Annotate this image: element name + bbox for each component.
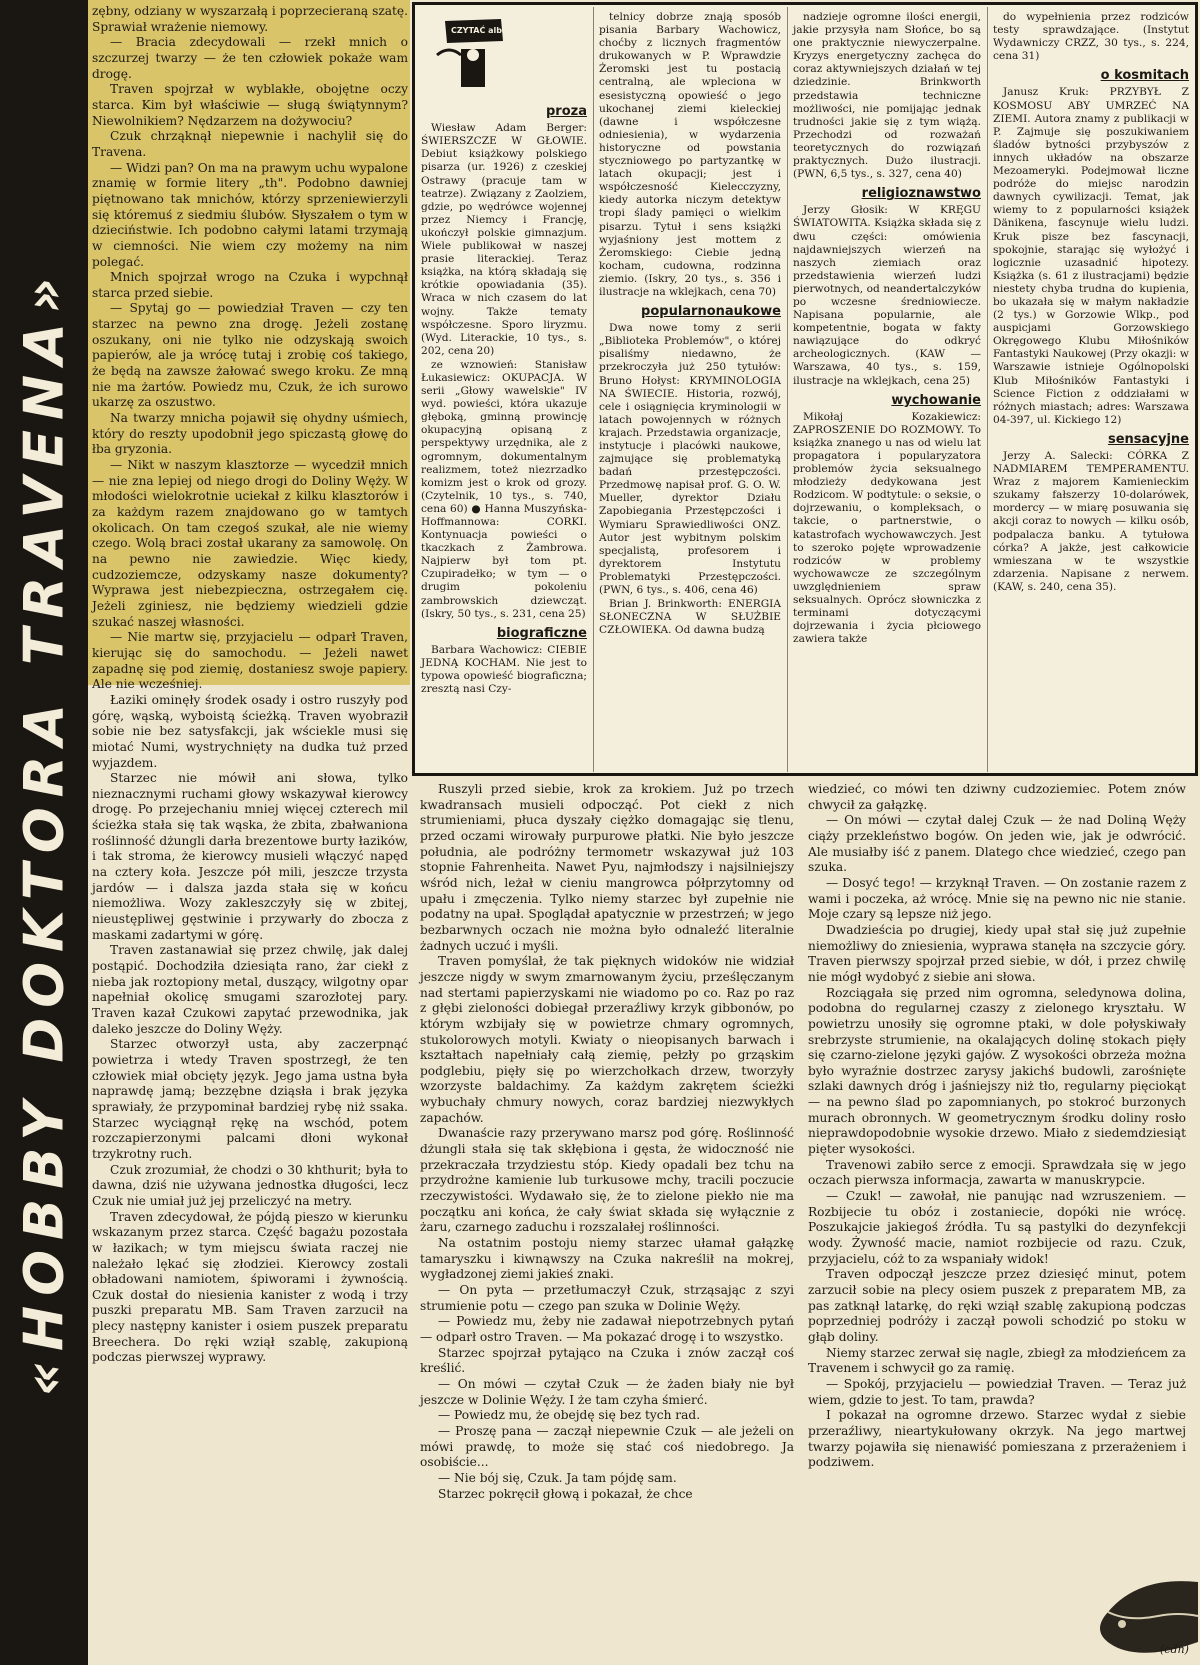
vertical-title: «HOBBY DOKTORA TRAVENA» [12, 267, 76, 1397]
paragraph: Starzec nie mówił ani słowa, tylko nieznacznymi ruchami głowy wskazywał kierowcy drogę. Po przejechaniu mniej więcej czterech mil ścieżka stała się tak wąska, że zbita, zbałwaniona roślinność dżungli darła brezentowe burty łazików, i tak stroma, że kierowcy musieli włączyć napęd na cztery koła. Jeszcze pół mili, jeszcze trzysta jardów — i dalsza jazda stała się w końcu niemożliwa. Wozy zakleszczyły się w zbitej, nieustępliwej gęstwinie i przywarły do zbocza z maskami zadartymi w górę. [92, 771, 408, 942]
paragraph: Rozciągała się przed nim ogromna, seledynowa dolina, podobna do regularnej czaszy z zielonego kryształu. W powietrzu unosiły się ogromne ptaki, w dole połyskiwały srebrzyste strumienie, na okalających dolinę stokach pięły się czarno-zielone języki gajów. Z wysokości obrzeża można było wyraźnie dostrzec zarysy jakichś budowli, zarośnięte szlaki dawnych dróg i jaśniejszy niż tło, regularny pięciokąt — na pewno ślad po zapomnianych, po stokroć burzonych murach obronnych. W geometrycznym środku doliny rosło nieprawdopodobnie wysokie drzewo. Miało z siedemdziesiąt pięter wysokości. [808, 985, 1186, 1157]
paragraph: — Spokój, przyjacielu — powiedział Traven. — Teraz już wiem, gdzie to jest. To tam, prawda? [808, 1376, 1186, 1407]
review-entry: Brian J. Brinkworth: ENERGIA SŁONECZNA W SŁUŻBIE CZŁOWIEKA. Od dawna budzą [599, 598, 781, 637]
paragraph: Czuk chrząknął niepewnie i nachylił się do Travena. [92, 129, 408, 159]
paragraph: — Proszę pana — zaczął niepewnie Czuk — ale jeżeli on mówi prawdę, to może się stać coś niedobrego. Ja osobiście... [420, 1423, 794, 1470]
column-rule [787, 7, 788, 772]
review-entry: Jerzy Głosik: W KRĘGU ŚWIATOWITA. Książka składa się z dwu części: omówienia najdawniejszych wierzeń na naszych ziemiach oraz przedstawienia wierzeń ludzi pierwotnych, od neandertalczyków po wczesne średniowiecze. Napisana popularnie, ale kompetentnie, bogata w fakty nawiązujące do odkryć archeologicznych. (KAW — Warszawa, 40 tys., s. 159, ilustracje na wklejkach, cena 25) [793, 204, 981, 387]
paragraph: — Nikt w naszym klasztorze — wycedził mnich — nie zna lepiej od niego drogi do Doliny Węży. W młodości wielokrotnie uciekał z kilku klasztorów i za każdym razem znajdowano go w tamtych okolicach. On tam czegoś szukał, ale nie wiemy czego. Wolą braci został ukarany za samowolę. On na pewno nie zawiedzie. Więc kiedy, cudzoziemcze, odzyskamy nasze dokumenty? Wyprawa jest niebezpieczna, ostrzegałem cię. Jeżeli zginiesz, nie będziemy wiedzieli gdzie szukać naszej własności. [92, 458, 408, 629]
review-entry: Wiesław Adam Berger: ŚWIERSZCZE W GŁOWIE. Debiut książkowy polskiego pisarza (ur. 1926) z czeskiej Ostrawy (pracuje tam w teatrze). Związany z Zaolziem, gdzie, po wędrówce wojennej przez Niemcy i Francję, ukończył polskie gimnazjum. Wiele publikował w naszej prasie literackiej. Teraz książka, na którą składają się krótkie opowiadania (35). Wraca w nich czasem do lat wojny. Także tematy współczesne. Sporo liryzmu. (Wyd. Literackie, 10 tys., s. 202, cena 20) [421, 122, 587, 357]
review-entry: telnicy dobrze znają sposób pisania Barbary Wachowicz, choćby z licznych fragmentów drukowanych w P. Wprawdzie Żeromski jest tu postacią centralną, ale wpleciona w esesistyczną opowieść o jego ukochanej ziemi kieleckiej (dawne i współczesne odniesienia), w wydarzenia historyczne od powstania styczniowego po partyzantkę w latach okupacji; jest i współczesność Kielecczyzny, kiedy autorka niczym detektyw tropi ślady pamięci o wielkim pisarzu. Tytuł i sens książki wyjaśniony jest mottem z Żeromskiego: Ciebie jedną kocham, cudowna, rodzinna ziemio. (Iskry, 20 tys., s. 356 i ilustracje na wklejkach, cena 70) [599, 11, 781, 298]
book-reviews-box [412, 2, 1198, 776]
paragraph: Traven pomyślał, że tak pięknych widoków nie widział jeszcze nigdy w swym zmarnowanym życiu, prześlęczanym nad stertami papierzyskami nie wiadomo po co. Raz po raz z głębi zieloności dobiegał przeraźliwy krzyk gibbonów, po którym wzbijały się w powietrze chmary ogromnych, stukolorowych motyli. Kwiaty o nieopisanych barwach i kształtach napełniały całą ziemię, pełzły po grząskim podglebiu, pięły się po wierzchołkach drzew, tworzyły wzorzyste baldachimy. Za każdym zakrętem ścieżki wybuchały chmury nowych, coraz bardziej niezwykłych zapachów. [420, 954, 794, 1125]
review-entry: do wypełnienia przez rodziców testy sprawdzające. (Instytut Wydawniczy CRZZ, 30 tys., s. 224, cena 31) [993, 11, 1189, 63]
paragraph: Travenowi zabiło serce z emocji. Sprawdzała się w jego oczach pierwsza informacja, zawarta w manuskrypcie. [808, 1157, 1186, 1188]
czytac-logo-icon [431, 15, 563, 93]
story-column-middle [420, 782, 794, 1502]
paragraph: Traven zdecydował, że pójdą pieszo w kierunku wskazanym przez starca. Część bagażu pozostała w łazikach; w tym miejscu świata raczej nie należało lękać się złodziei. Kierowcy zostali obładowani namiotem, śpiworami i żywnością. Czuk dostał do niesienia kanister z wodą i trzy puszki preparatu MB. Sam Traven zarzucił na plecy następny kanister i osiem puszek preparatu Breechera. Do ręki wziął szablę, zakupioną podczas pierwszej wyprawy. [92, 1209, 408, 1365]
paragraph: — Dosyć tego! — krzyknął Traven. — On zostanie razem z wami i poczeka, aż wrócę. Mnie się na pewno nic nie stanie. Moje czary są lepsze niż jego. [808, 875, 1186, 922]
paragraph: zębny, odziany w wyszarzałą i poprzecieraną szatę. Sprawiał wrażenie niemowy. [92, 4, 408, 34]
paragraph: — Czuk! — zawołał, nie panując nad wzruszeniem. — Rozbijecie tu obóz i zostaniecie, dopóki nie wrócę. Poszukajcie jakiegoś źródła. Tu są pastylki do dezynfekcji wody. Żywność macie, namiot rozbijecie od razu. Czuk, przyjacielu, cóż to za wspaniały widok! [808, 1189, 1186, 1266]
section-heading-proza: proza [546, 104, 587, 120]
story-column-left [92, 4, 408, 1366]
paragraph: — Powiedz mu, żeby nie zadawał niepotrzebnych pytań — odparł ostro Traven. — Ma pokazać drogę i to wszystko. [420, 1314, 794, 1344]
review-entry: Dwa nowe tomy z serii „Biblioteka Problemów", o której pisaliśmy niedawno, że przekroczyła już 250 tytułów: Bruno Hołyst: KRYMINOLOGIA NA ŚWIECIE. Historia, rozwój, cele i osiągnięcia kryminologii w latach powojennych w różnych krajach. Przedstawia organizacje, instytucje i placówki naukowe, zajmujące się problematyką badań przestępczości. Przedmowę napisał prof. G. O. W. Mueller, dyrektor Działu Zapobiegania Przestępczości i Wymiaru Sprawiedliwości ONZ. Autor jest wybitnym polskim specjalistą, profesorem i dyrektorem Instytutu Problematyki Przestępczości. (PWN, 6 tys., s. 406, cena 46) [599, 322, 781, 597]
paragraph: wiedzieć, co mówi ten dziwny cudzoziemiec. Potem znów chwycił za gałązkę. [808, 782, 1186, 812]
section-heading-popularnonaukowe: popularnonaukowe [641, 304, 781, 320]
section-heading-o-kosmitach: o kosmitach [1100, 68, 1189, 84]
reviews-column-3 [793, 11, 981, 647]
paragraph: — On mówi — czytał dalej Czuk — że nad Doliną Węży ciąży przekleństwo bogów. On jeden wie, jak je odwrócić. Ale musiałby iść z panem. Dlatego chce wiedzieć, czego pan szuka. [808, 813, 1186, 875]
paragraph: Niemy starzec zerwał się nagle, zbiegł za młodzieńcem za Travenem i schwycił go za ramię. [808, 1345, 1186, 1376]
paragraph: — On mówi — czytał Czuk — że żaden biały nie był jeszcze w Dolinie Węży. I że tam czyha śmierć. [420, 1376, 794, 1407]
title-strip [0, 0, 88, 1665]
paragraph: — Nie bój się, Czuk. Ja tam pójdę sam. [438, 1470, 677, 1485]
section-heading-wychowanie: wychowanie [891, 392, 981, 408]
paragraph: Mnich spojrzał wrogo na Czuka i wypchnął starca przed siebie. [92, 270, 408, 300]
paragraph: — Nie martw się, przyjacielu — odparł Traven, kierując się do samochodu. — Jeżeli nawet zapadnę się pod ziemię, dostaniesz swoje papiery. Ale nie wcześniej. [92, 630, 408, 692]
paragraph: Starzec pokręcił głową i pokazał, że chce [438, 1486, 693, 1501]
reviews-column-4 [993, 11, 1189, 595]
paragraph: — On pyta — przetłumaczył Czuk, strząsając z szyi strumienie potu — czego pan szuka w Dolinie Węży. [420, 1283, 794, 1313]
reviews-column-1 [421, 9, 587, 697]
section-heading-sensacyjne: sensacyjne [1107, 431, 1189, 447]
logo-text: CZYTAĆ albo NIE CZYTAĆ [451, 26, 563, 35]
review-entry: Mikołaj Kozakiewicz: ZAPROSZENIE DO ROZMOWY. To książka znanego u nas od wielu lat propagatora i popularyzatora problemów życia seksualnego młodzieży dedykowana jest Rodzicom. W podtytule: o seksie, o dojrzewaniu, o kompleksach, o takcie, o partnerstwie, o katastrofach wychowawczych. Jest to szeroko pojęte wprowadzenie rodziców w problemy wychowawcze ze szczególnym uwzględnieniem spraw seksualnych. Oprócz słowniczka z terminami dotyczącymi dojrzewania i życia płciowego zawiera także [793, 410, 981, 646]
paragraph: Traven zastanawiał się przez chwilę, jak dalej postąpić. Dochodziła dziesiąta rano, żar ciekł z nieba jak roztopiony metal, duszący, wilgotny opar napełniał okolicę smugami szarozłotej pary. Traven kazał Czukowi zapytać przewodnika, jak daleko jeszcze do Doliny Węży. [92, 943, 408, 1036]
section-heading-biograficzne: biograficzne [496, 625, 587, 641]
paragraph: Traven odpoczął jeszcze przez dziesięć minut, potem zarzucił sobie na plecy osiem puszek z preparatem MB, za pas zatknął latarkę, do ręki wziął szablę zakupioną podczas poprzedniej podróży i zaczął powoli schodzić po stoku w głąb doliny. [808, 1267, 1186, 1344]
paragraph: Łaziki ominęły środek osady i ostro ruszyły pod górę, wąską, wyboistą ścieżką. Traven wyobraził sobie nie bez satysfakcji, jak wściekle musi się miotać Numi, wystrychnięty na dudka tuż przed wyjazdem. [92, 692, 408, 770]
review-entry: nadzieje ogromne ilości energii, jakie przysyła nam Słońce, bo są one praktycznie niewyczerpalne. Kryzys energetyczny zachęca do coraz aktywniejszych działań w tej dziedzinie. Brinkworth przedstawia techniczne możliwości, nie pomijając jednak trudności jakie się z tym wiążą. Przechodzi od rozważań teoretycznych do rozwiązań praktycznych. Dużo ilustracji. (PWN, 6,5 tys., s. 327, cena 40) [793, 11, 981, 181]
paragraph: Dwanaście razy przerywano marsz pod górę. Roślinność dżungli stała się tak skłębiona i gęsta, że widoczność nie przekraczała trzydziestu stóp. Kiedy opadali bez tchu na przydrożne kamienie lub turkusowe mchy, tracili poczucie rzeczywistości. Wydawało się, że to zielone piekło nie ma początku ani końca, że cały świat składa się wyłącznie z żaru, czarnego zaduchu i rozszalałej roślinności. [420, 1126, 794, 1235]
column-rule [593, 7, 594, 772]
review-entry: ze wznowień: Stanisław Łukasiewicz: OKUPACJA. W serii „Głowy wawelskie" IV wyd. powieści, która ukazuje głęboką, gminną prowincję okupacyjną opisaną z perspektywy urzędnika, ale z ogromnym, dokumentalnym realizmem, toteż niezrzadko komizm jest o krok od grozy. (Czytelnik, 10 tys., s. 740, cena 60) ● Hanna Muszyńska-Hoffmannowa: CORKI. Kontynuacja powieści o tkaczkach z Żambrowa. Najpierw był tom pt. Czupiradełko; w tym — o drugim pokoleniu zambrowskich dziewcząt. (Iskry, 50 tys., s. 231, cena 25) [421, 358, 587, 620]
paragraph: Dwadzieścia po drugiej, kiedy upał stał się już zupełnie niemożliwy do zniesienia, wyprawa stanęła na szczycie góry. Traven pierwszy spojrzał przed siebie, w dół, i przez chwilę nie mógł wydobyć z siebie ani słowa. [808, 922, 1186, 984]
column-rule [987, 7, 988, 772]
paragraph: — Powiedz mu, że obejdę się bez tych rad. [438, 1408, 701, 1423]
continued-mark: (cdn) [1160, 1643, 1189, 1656]
paragraph: Na ostatnim postoju niemy starzec ułamał gałązkę tamaryszku i kiwnąwszy na Czuka nakreślił na mokrej, wygładzonej ziemi jakieś znaki. [420, 1236, 794, 1282]
paragraph: — Spytaj go — powiedział Traven — czy ten starzec na pewno zna drogę. Jeżeli zostanę oszukany, oni nie tylko nie odzyskają swoich papierów, ale ja wrócę tutaj i zrobię coś takiego, że będą na zawsze żałować swego kroku. Ze mną nie ma żartów. Powiedz mu, Czuk, że ich surowo ukarzę za oszustwo. [92, 301, 408, 410]
paragraph: Starzec spojrzał pytająco na Czuka i znów zaczął coś kreślić. [420, 1345, 794, 1376]
paragraph: — Bracia zdecydowali — rzekł mnich o szczurzej twarzy — że ten człowiek pokaże wam drogę. [92, 35, 408, 81]
review-entry: Barbara Wachowicz: CIEBIE JEDNĄ KOCHAM. Nie jest to typowa opowieść biograficzna; zresztą nasi Czy- [421, 643, 587, 696]
paragraph: Traven spojrzał w wyblakłe, obojętne oczy starca. Kim był właściwie — sługą świątynnym? Niewolnikiem? Nędzarzem na dożywociu? [92, 82, 408, 128]
paragraph: Czuk zrozumiał, że chodzi o 30 khthurit; była to dawna, dziś nie używana jednostka długości, lecz Czuk nie umiał już jej przeliczyć na metry. [92, 1162, 408, 1208]
story-column-right [808, 782, 1186, 1471]
paragraph: — Widzi pan? On ma na prawym uchu wypalone znamię w formie litery „th". Podobno dawniej piętnowano tak mnichów, którzy sprzeniewierzyli się któremuś z siedmiu ślubów. Słyszałem o tym w dzieciństwie. Ich podobno całymi latami trzymają w ciemności. Nie wiem czy możemy na nim polegać. [92, 160, 408, 269]
reviews-column-2 [599, 11, 781, 638]
paragraph: Starzec otworzył usta, aby zaczerpnąć powietrza i wtedy Traven spostrzegł, że ten człowiek miał obcięty język. Jego jama ustna była naprawdę jamą; bezzębne dziąsła i brak języka sprawiały, że przypominał bardziej rybę niż ssaka. Starzec wyciągnął rękę na wschód, potem rozczapierzonymi palcami dłoni wykonał trzykrotny ruch. [92, 1037, 408, 1161]
paragraph: Na twarzy mnicha pojawił się ohydny uśmiech, który do reszty upodobnił jego spiczastą głowę do łba gryzonia. [92, 411, 408, 457]
paragraph: I pokazał na ogromne drzewo. Starzec wydał z siebie przeraźliwy, nieartykułowany okrzyk. Na jego martwej twarzy pojawiła się nienawiść pomieszana z przerażeniem i podziwem. [808, 1408, 1186, 1470]
review-entry: Jerzy A. Salecki: CÓRKA Z NADMIAREM TEMPERAMENTU. Wraz z majorem Kamienieckim szukamy fałszerzy 10-dolarówek, mordercy — w miarę posuwania się akcji coraz to nowych — kilku osób, podpalacza banku. A tytułowa córka? A jakże, jest całkowicie wmieszana w te wszystkie zdarzenia. Napisane z nerwem. (KAW, s. 240, cena 35). [993, 450, 1189, 593]
review-entry: Janusz Kruk: PRZYBYŁ Z KOSMOSU ABY UMRZEĆ NA ZIEMI. Autora znamy z publikacji w P. Zajmuje się poszukiwaniem śladów bytności przybyszów z innych układów na obszarze Mezoameryki. Podejmował liczne podróże do miejsc narodzin dawnych cywilizacji. Temat, jak wiemy to z popularności książek Dänikena, fascynuje wielu ludzi. Kruk pisze bez fascynacji, spokojnie, starając się wyłożyć i logicznie uzasadnić hipotezy. Książka (s. 61 z ilustracjami) będzie niestety chyba trudna do kupienia, bo ukazała się w małym nakładzie (2 tys.) w Gorzowie Wlkp., pod auspicjami Gorzowskiego Okręgowego Klubu Miłośników Fantastyki Naukowej (Przy okazji: w Warszawie istnieje Ogólnopolski Klub Miłośników Fantastyki i Science Fiction z oddziałami w różnych miastach; adres: Warszawa 04-397, ul. Kickiego 12) [993, 86, 1189, 426]
paragraph: Ruszyli przed siebie, krok za krokiem. Już po trzech kwadransach musieli odpocząć. Pot ciekł z nich strumieniami, płuca dyszały ciężko domagając się tlenu, przed oczami wirowały purpurowe płatki. Nie było jeszcze południa, ale podróżny termometr wskazywał już 103 stopnie Fahrenheita. Nawet Pyu, najmłodszy i najsilniejszy wśród nich, leżał w cieniu mangrowca półprzytomny od upału i zmęczenia. Tylko niemy starzec był zupełnie nie podatny na upał. Spoglądał apatycznie w przestrzeń; w jego bezbarwnych oczach nie można było odnaleźć literalnie żadnych uczuć i myśli. [420, 782, 794, 953]
section-heading-religioznawstwo: religioznawstwo [861, 186, 981, 202]
